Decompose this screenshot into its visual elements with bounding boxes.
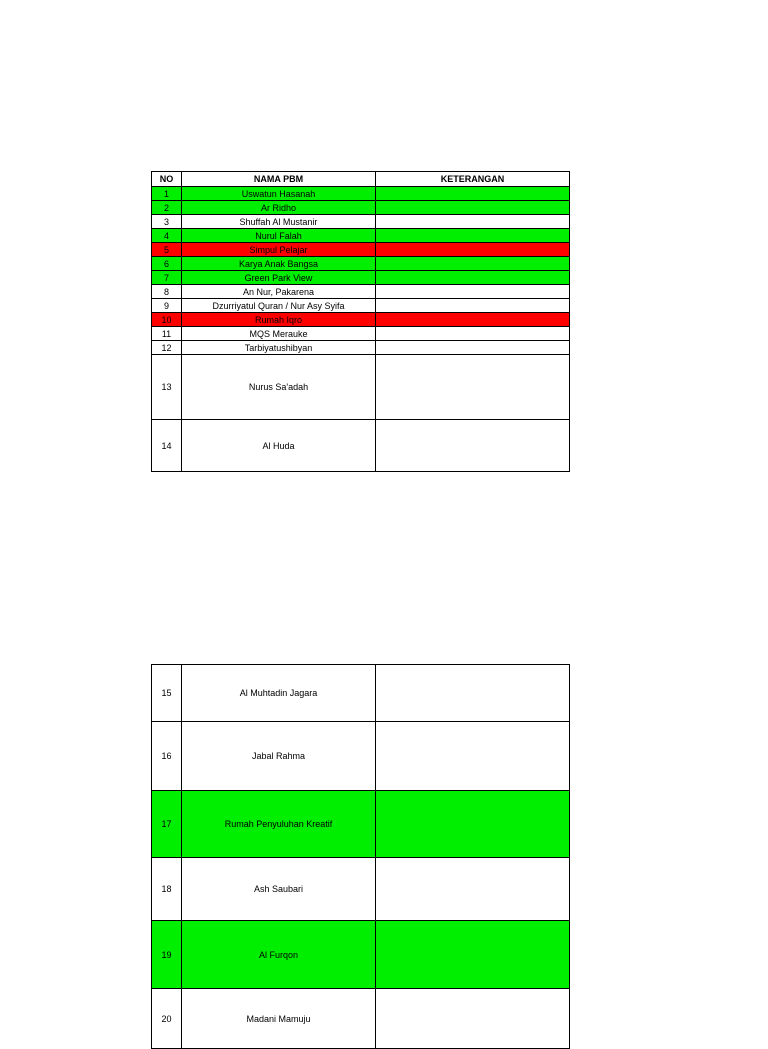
cell-nama-pbm: Al Furqon <box>182 921 376 989</box>
cell-nama-pbm: Al Huda <box>182 420 376 472</box>
cell-no: 10 <box>152 313 182 327</box>
cell-nama-pbm: Green Park View <box>182 271 376 285</box>
cell-keterangan <box>376 791 570 858</box>
table-row <box>152 722 570 791</box>
cell-no: 17 <box>152 791 182 858</box>
cell-keterangan <box>376 187 570 201</box>
header-keterangan: KETERANGAN <box>376 172 570 187</box>
cell-nama-pbm: Ash Saubari <box>182 858 376 921</box>
cell-no: 9 <box>152 299 182 313</box>
cell-keterangan <box>376 921 570 989</box>
cell-nama-pbm: Karya Anak Bangsa <box>182 257 376 271</box>
cell-no: 2 <box>152 201 182 215</box>
cell-keterangan <box>376 355 570 420</box>
table-row <box>152 355 570 420</box>
cell-nama-pbm: Nurus Sa'adah <box>182 355 376 420</box>
cell-nama-pbm: Simpul Pelajar <box>182 243 376 257</box>
table-row <box>152 243 570 257</box>
cell-no: 12 <box>152 341 182 355</box>
cell-no: 6 <box>152 257 182 271</box>
cell-nama-pbm: Ar Ridho <box>182 201 376 215</box>
cell-keterangan <box>376 229 570 243</box>
cell-no: 16 <box>152 722 182 791</box>
cell-no: 5 <box>152 243 182 257</box>
cell-no: 20 <box>152 989 182 1049</box>
header-nama-pbm: NAMA PBM <box>182 172 376 187</box>
table-row <box>152 201 570 215</box>
table-row <box>152 257 570 271</box>
cell-nama-pbm: An Nur, Pakarena <box>182 285 376 299</box>
pbm-table-page-2 <box>151 664 570 1049</box>
cell-nama-pbm: Madani Mamuju <box>182 989 376 1049</box>
table-row <box>152 791 570 858</box>
cell-keterangan <box>376 722 570 791</box>
cell-no: 7 <box>152 271 182 285</box>
cell-nama-pbm: Shuffah Al Mustanir <box>182 215 376 229</box>
table-row <box>152 313 570 327</box>
cell-keterangan <box>376 313 570 327</box>
cell-no: 3 <box>152 215 182 229</box>
table-row <box>152 858 570 921</box>
cell-nama-pbm: Tarbiyatushibyan <box>182 341 376 355</box>
table-row <box>152 229 570 243</box>
table-row <box>152 327 570 341</box>
cell-no: 4 <box>152 229 182 243</box>
table-row <box>152 989 570 1049</box>
cell-keterangan <box>376 341 570 355</box>
cell-keterangan <box>376 243 570 257</box>
cell-no: 19 <box>152 921 182 989</box>
cell-keterangan <box>376 299 570 313</box>
cell-keterangan <box>376 327 570 341</box>
table-row <box>152 341 570 355</box>
header-no: NO <box>152 172 182 187</box>
header-row <box>152 172 570 187</box>
cell-no: 1 <box>152 187 182 201</box>
cell-nama-pbm: Uswatun Hasanah <box>182 187 376 201</box>
cell-keterangan <box>376 285 570 299</box>
table-row <box>152 299 570 313</box>
cell-keterangan <box>376 858 570 921</box>
cell-no: 8 <box>152 285 182 299</box>
cell-keterangan <box>376 201 570 215</box>
pbm-table-page-1 <box>151 171 570 472</box>
cell-no: 11 <box>152 327 182 341</box>
cell-nama-pbm: Rumah Iqro <box>182 313 376 327</box>
cell-keterangan <box>376 989 570 1049</box>
cell-keterangan <box>376 215 570 229</box>
table-row <box>152 285 570 299</box>
cell-keterangan <box>376 271 570 285</box>
cell-nama-pbm: Nurul Falah <box>182 229 376 243</box>
cell-no: 14 <box>152 420 182 472</box>
table-row <box>152 420 570 472</box>
cell-keterangan <box>376 420 570 472</box>
table-row <box>152 187 570 201</box>
cell-keterangan <box>376 665 570 722</box>
table-row <box>152 271 570 285</box>
cell-nama-pbm: MQS Merauke <box>182 327 376 341</box>
table-row <box>152 215 570 229</box>
cell-no: 18 <box>152 858 182 921</box>
cell-nama-pbm: Jabal Rahma <box>182 722 376 791</box>
cell-nama-pbm: Al Muhtadin Jagara <box>182 665 376 722</box>
table-row <box>152 665 570 722</box>
cell-nama-pbm: Rumah Penyuluhan Kreatif <box>182 791 376 858</box>
cell-nama-pbm: Dzurriyatul Quran / Nur Asy Syifa <box>182 299 376 313</box>
cell-no: 15 <box>152 665 182 722</box>
table-row <box>152 921 570 989</box>
cell-keterangan <box>376 257 570 271</box>
cell-no: 13 <box>152 355 182 420</box>
